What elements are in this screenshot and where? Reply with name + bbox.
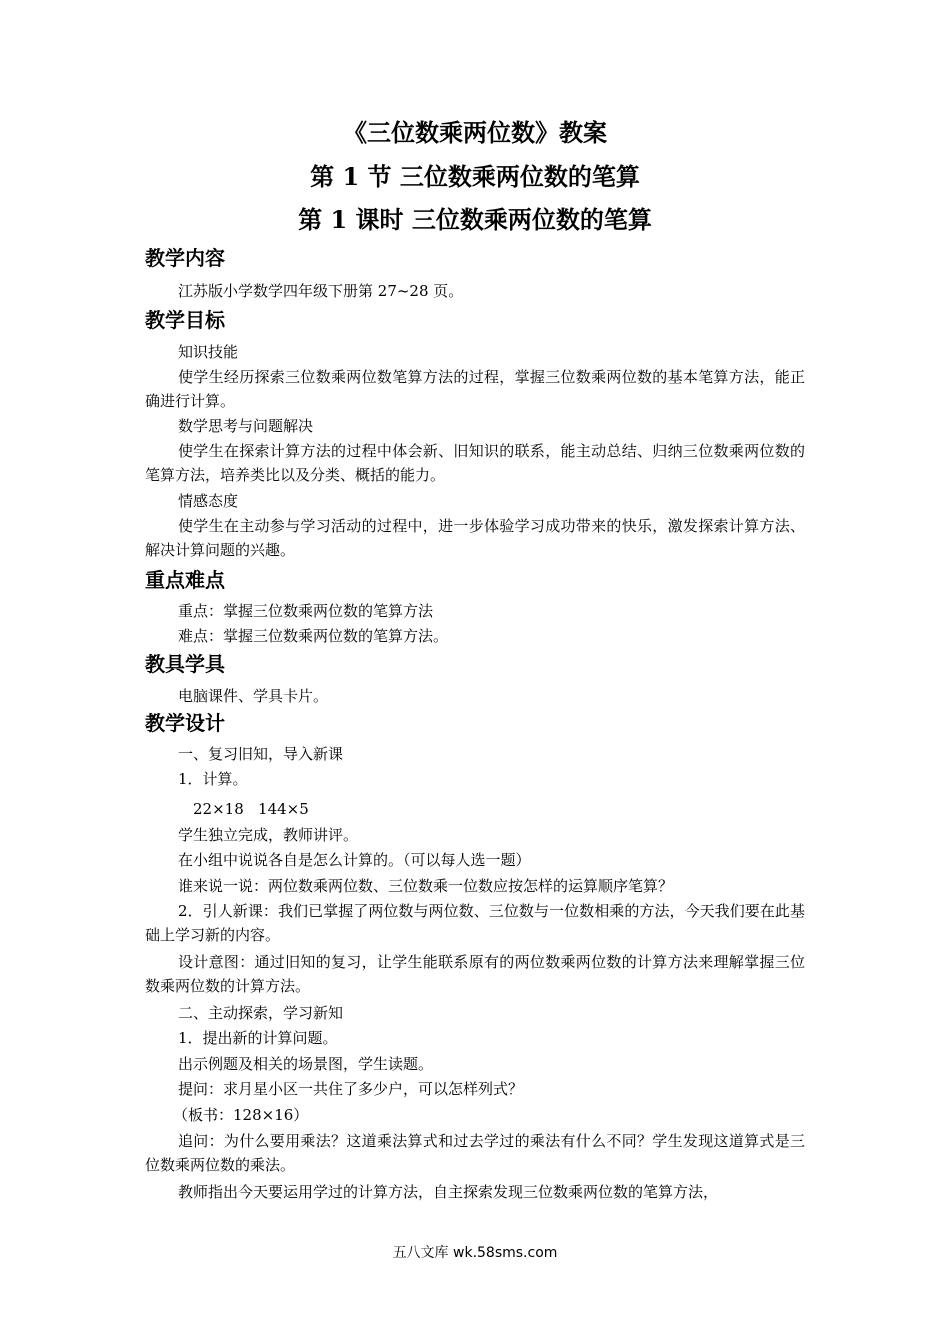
goals-text-thinking: 使学生在探索计算方法的过程中体会新、旧知识的联系，能主动总结、归纳三位数乘两位数的笔算方法，培养类比以及分类、概括的能力。	[145, 442, 805, 484]
heading-key-points: 重点难点	[145, 568, 225, 592]
heading-content: 教学内容	[145, 246, 225, 270]
goals-label-knowledge: 知识技能	[178, 343, 239, 361]
design-board-note: （板书：128×16）	[173, 1106, 309, 1124]
footer-watermark: 五八文库 wk.58sms.com	[392, 1245, 558, 1261]
design-exercises: 22×18 144×5	[193, 800, 309, 818]
difficulty-text: 难点：掌握三位数乘两位数的笔算方法。	[178, 627, 449, 645]
lesson-title: 第 1 课时 三位数乘两位数的笔算	[298, 205, 652, 234]
goals-text-attitude: 使学生在主动参与学习活动的过程中，进一步体验学习成功带来的快乐，激发探索计算方法、解决计算问题的兴趣。	[145, 517, 805, 559]
heading-design: 教学设计	[145, 711, 225, 735]
key-point-text: 重点：掌握三位数乘两位数的笔算方法	[178, 602, 434, 620]
design-text-15: 教师指出今天要运用学过的计算方法，自主探索发现三位数乘两位数的笔算方法，	[178, 1183, 719, 1201]
design-text-4: 学生独立完成，教师讲评。	[178, 826, 359, 844]
goals-label-attitude: 情感态度	[178, 492, 239, 510]
content-text: 江苏版小学数学四年级下册第 27~28 页。	[178, 282, 464, 300]
main-title: 《三位数乘两位数》教案	[343, 118, 607, 147]
design-text-11: 出示例题及相关的场景图，学生读题。	[178, 1055, 434, 1073]
goals-text-knowledge: 使学生经历探索三位数乘两位数笔算方法的过程，掌握三位数乘两位数的基本笔算方法，能正确进行计算。	[145, 368, 805, 410]
design-text-12: 提问：求月星小区一共住了多少户，可以怎样列式？	[178, 1080, 524, 1098]
goals-label-thinking: 数学思考与问题解决	[178, 417, 314, 435]
design-text-10: 1．提出新的计算问题。	[178, 1029, 338, 1047]
design-text-7: 2．引人新课：我们已掌握了两位数与两位数、三位数与一位数相乘的方法，今天我们要在此基础上学习新的内容。	[145, 902, 805, 944]
design-step-1: 一、复习旧知，导入新课	[178, 745, 344, 763]
section-title: 第 1 节 三位数乘两位数的笔算	[310, 162, 640, 191]
design-text-14: 追问：为什么要用乘法？这道乘法算式和过去学过的乘法有什么不同？学生发现这道算式是三位数乘两位数的乘法。	[145, 1132, 805, 1174]
design-item-calc: 1．计算。	[178, 770, 248, 788]
design-text-6: 谁来说一说：两位数乘两位数、三位数乘一位数应按怎样的运算顺序笔算？	[178, 877, 674, 895]
heading-tools: 教具学具	[145, 652, 225, 676]
design-step-2: 二、主动探索，学习新知	[178, 1004, 344, 1022]
design-intent: 设计意图：通过旧知的复习，让学生能联系原有的两位数乘两位数的计算方法来理解掌握三位数乘两位数的计算方法。	[145, 953, 805, 995]
design-text-5: 在小组中说说各自是怎么计算的。（可以每人选一题）	[178, 851, 531, 869]
tools-text: 电脑课件、学具卡片。	[178, 687, 329, 705]
heading-goals: 教学目标	[145, 308, 225, 332]
